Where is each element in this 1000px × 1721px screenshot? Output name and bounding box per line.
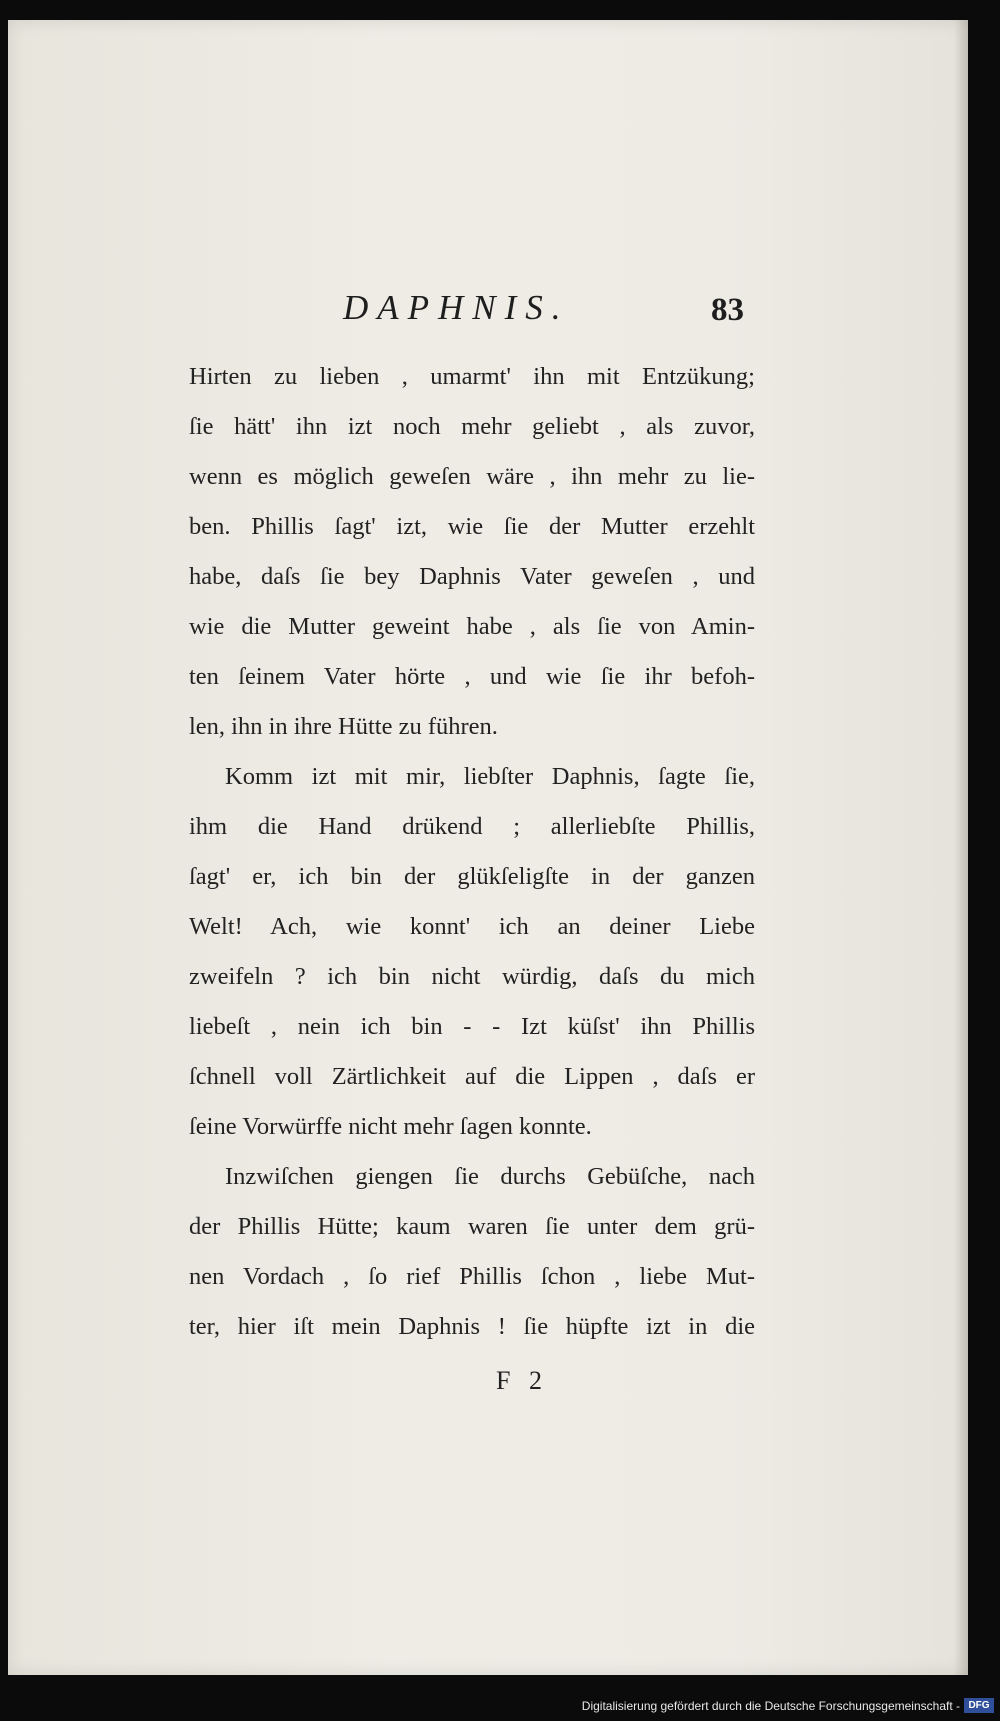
- text-line: ſeine Vorwürffe nicht mehr ſagen konnte.: [189, 1113, 592, 1140]
- text-line: nen Vordach , ſo rief Phillis ſchon , liebe Mut-: [189, 1263, 755, 1290]
- text-line: Hirten zu lieben , umarmt' ihn mit Entzükung;: [189, 363, 755, 390]
- text-line: wie die Mutter geweint habe , als ſie von Amin-: [189, 613, 755, 640]
- text-line: Inzwiſchen giengen ſie durchs Gebüſche, nach: [225, 1163, 755, 1190]
- body-text: [189, 352, 755, 1352]
- text-line: wenn es möglich geweſen wäre , ihn mehr zu lie-: [189, 463, 755, 490]
- text-line: len, ihn in ihre Hütte zu führen.: [189, 713, 498, 740]
- page-number: 83: [711, 292, 744, 328]
- paragraph-1: [189, 352, 755, 752]
- text-line: ſagt' er, ich bin der glükſeligſte in der ganzen: [189, 863, 755, 890]
- paragraph-2: [189, 752, 755, 1152]
- signature-mark: F 2: [496, 1366, 548, 1395]
- book-page: [8, 20, 968, 1675]
- text-line: zweifeln ? ich bin nicht würdig, daſs du mich: [189, 963, 755, 990]
- text-line: liebeſt , nein ich bin - - Izt küſst' ihn Phillis: [189, 1013, 755, 1040]
- page-edge-shadow: [954, 20, 968, 1675]
- text-line: der Phillis Hütte; kaum waren ſie unter dem grü-: [189, 1213, 755, 1240]
- funding-credit: Digitalisierung gefördert durch die Deutsche Forschungsgemeinschaft -: [581, 1699, 960, 1713]
- dfg-logo-icon: DFG: [964, 1698, 994, 1713]
- digitization-footer: [0, 1693, 1000, 1721]
- text-line: ſchnell voll Zärtlichkeit auf die Lippen , daſs er: [189, 1063, 755, 1090]
- text-line: Komm izt mit mir, liebſter Daphnis, ſagte ſie,: [225, 763, 755, 790]
- page-header: [8, 288, 968, 338]
- text-line: ben. Phillis ſagt' izt, wie ſie der Mutter erzehlt: [189, 513, 755, 540]
- text-line: ten ſeinem Vater hörte , und wie ſie ihr befoh-: [189, 663, 755, 690]
- text-line: ter, hier iſt mein Daphnis ! ſie hüpfte izt in die: [189, 1313, 755, 1340]
- text-line: ihm die Hand drükend ; allerliebſte Phillis,: [189, 813, 755, 840]
- text-line: habe, daſs ſie bey Daphnis Vater geweſen , und: [189, 563, 755, 590]
- text-line: ſie hätt' ihn izt noch mehr geliebt , als zuvor,: [189, 413, 755, 440]
- running-title: DAPHNIS.: [343, 288, 570, 327]
- text-line: Welt! Ach, wie konnt' ich an deiner Liebe: [189, 913, 755, 940]
- paragraph-3: [189, 1152, 755, 1352]
